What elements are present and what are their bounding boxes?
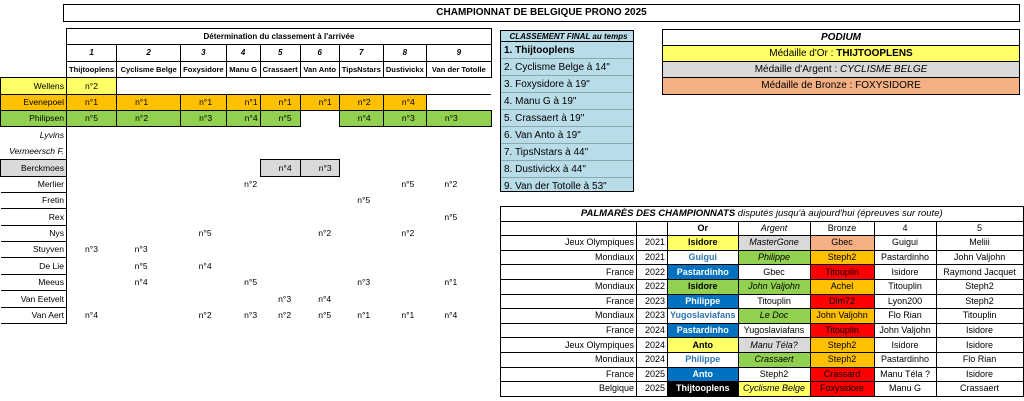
column-number: 2 [117, 45, 181, 61]
year-cell: 2021 [637, 250, 668, 265]
result-cell: MasterGone [738, 236, 810, 251]
rank-cell [300, 176, 339, 192]
rank-cell [117, 209, 181, 225]
event-cell: France [501, 294, 637, 309]
rank-cell: n°1 [300, 94, 339, 110]
column-number: 9 [426, 45, 491, 61]
final-item: 9. Van der Totolle à 53" [504, 181, 607, 192]
rank-cell [226, 291, 260, 307]
rank-cell [226, 78, 260, 94]
column-number: 4 [226, 45, 260, 61]
player-header: Cyclisme Belge [117, 61, 181, 77]
rank-cell [383, 127, 426, 143]
result-cell: Guigui [874, 236, 936, 251]
rank-cell [117, 192, 181, 208]
result-cell: Manu Téla ? [874, 367, 936, 382]
result-cell: Isidore [874, 265, 936, 280]
rider-name: Vermeersch F. [1, 143, 67, 159]
rank-cell [383, 258, 426, 274]
rank-cell: n°3 [134, 244, 148, 255]
year-cell: 2024 [637, 352, 668, 367]
result-cell: Flo Rian [874, 309, 936, 324]
rank-cell [181, 192, 227, 208]
silver-medal [663, 62, 1019, 78]
event-cell: France [501, 323, 637, 338]
result-cell: Lyon200 [874, 294, 936, 309]
rank-cell [260, 258, 300, 274]
column-number: 6 [300, 45, 339, 61]
result-cell: Titouplin [810, 323, 874, 338]
rank-cell [117, 143, 181, 159]
result-cell: Achel [810, 279, 874, 294]
year-cell: 2022 [637, 265, 668, 280]
rank-cell [300, 209, 339, 225]
result-cell: Manu Téla? [738, 338, 810, 353]
rank-cell [117, 291, 181, 307]
result-cell: Isidore [668, 236, 739, 251]
event-cell: Mondiaux [501, 352, 637, 367]
rank-cell [339, 258, 383, 274]
rank-cell: n°4 [260, 160, 300, 176]
column-number: 3 [181, 45, 227, 61]
blank-cell [1, 29, 67, 45]
rank-cell [339, 291, 383, 307]
podium-title: PODIUM [663, 30, 1019, 46]
rider-name: Meeus [1, 274, 67, 290]
silver-winner: CYCLISME BELGE [840, 64, 928, 75]
rank-cell [300, 110, 339, 126]
rank-cell [260, 78, 300, 94]
player-header: Manu G [226, 61, 260, 77]
rank-cell [426, 258, 491, 274]
rank-cell [181, 291, 227, 307]
result-cell: Manu G [874, 382, 936, 397]
rank-cell: n°1 [67, 94, 117, 110]
result-cell: Pastardinho [874, 250, 936, 265]
result-cell: Philippe [738, 250, 810, 265]
rank-cell: n°4 [444, 310, 458, 321]
final-item: 6. Van Anto à 19" [501, 127, 633, 144]
rank-cell [300, 192, 339, 208]
rank-cell [226, 143, 260, 159]
rank-cell: n°2 [117, 110, 181, 126]
gold-label: Médaille d'Or : [769, 48, 837, 59]
player-header: Crassaert [260, 61, 300, 77]
rank-cell [339, 127, 383, 143]
rank-cell: n°1 [260, 94, 300, 110]
rank-cell [339, 225, 383, 241]
rank-cell [383, 160, 426, 176]
event-cell: France [501, 265, 637, 280]
rank-cell [426, 127, 491, 143]
column-number: 7 [339, 45, 383, 61]
result-cell: Titouplin [936, 309, 1023, 324]
rank-cell: n°1 [401, 310, 415, 321]
rank-cell [67, 274, 117, 290]
rank-cell: n°5 [198, 228, 212, 239]
result-cell: Isidore [668, 279, 739, 294]
result-cell: Isidore [936, 338, 1023, 353]
silver-label: Médaille d'Argent : [754, 64, 841, 75]
rank-cell [426, 78, 491, 94]
year-cell: 2025 [637, 382, 668, 397]
rider-name: Van Eetvelt [1, 291, 67, 307]
result-cell: Raymond Jacquet [936, 265, 1023, 280]
rank-cell [426, 143, 491, 159]
palmares-header: 4 [874, 221, 936, 236]
event-cell: France [501, 367, 637, 382]
result-cell: Steph2 [936, 294, 1023, 309]
rank-cell: n°3 [300, 160, 339, 176]
rider-name: Wellens [1, 78, 67, 94]
result-cell: Dlm72 [810, 294, 874, 309]
result-cell: Titouplin [874, 279, 936, 294]
result-cell: Crassard [810, 367, 874, 382]
result-cell: John Valjohn [874, 323, 936, 338]
rank-cell [383, 143, 426, 159]
rank-cell [181, 143, 227, 159]
rider-name: De Lie [1, 258, 67, 274]
event-cell: Jeux Olympiques [501, 338, 637, 353]
result-cell: Pastardinho [668, 265, 739, 280]
rank-cell [260, 192, 300, 208]
palmares-header: Argent [738, 221, 810, 236]
rider-name: Merlier [1, 176, 67, 192]
player-header: Dustivickx [383, 61, 426, 77]
rank-cell: n°4 [85, 310, 98, 321]
rank-cell [67, 143, 117, 159]
rank-cell [339, 209, 383, 225]
rank-cell [300, 143, 339, 159]
rank-cell [426, 225, 491, 241]
rank-cell [181, 274, 227, 290]
rank-cell [67, 127, 117, 143]
rank-cell [117, 307, 181, 323]
rank-cell: n°4 [383, 94, 426, 110]
rank-cell [426, 242, 491, 258]
rider-name: Van Aert [1, 307, 67, 323]
result-cell: Le Doc [738, 309, 810, 324]
palmares-table [500, 206, 1024, 397]
event-cell: Mondiaux [501, 250, 637, 265]
result-cell: Anto [668, 338, 739, 353]
rank-cell [383, 209, 426, 225]
result-cell: Pastardinho [874, 352, 936, 367]
rank-cell [300, 78, 339, 94]
rank-cell: n°4 [226, 110, 260, 126]
rank-cell [226, 225, 260, 241]
rank-cell: n°4 [198, 260, 212, 271]
rank-cell: n°1 [117, 94, 181, 110]
result-cell: John Valjohn [936, 250, 1023, 265]
rank-cell: n°5 [401, 178, 415, 189]
rank-cell: n°3 [278, 293, 292, 304]
result-cell: Crassaert [936, 382, 1023, 397]
result-cell: Crassaert [738, 352, 810, 367]
rank-cell: n°5 [260, 110, 300, 126]
result-cell: Philippe [668, 294, 739, 309]
gold-medal [663, 46, 1019, 62]
rank-cell [226, 192, 260, 208]
rank-cell [67, 291, 117, 307]
rank-cell [181, 176, 227, 192]
rider-name: Berckmoes [1, 160, 67, 176]
result-cell: Isidore [874, 338, 936, 353]
rank-cell [226, 209, 260, 225]
rank-cell: n°5 [134, 260, 148, 271]
rank-cell: n°3 [181, 110, 227, 126]
rank-cell: n°1 [181, 94, 227, 110]
final-ranking-panel [500, 30, 634, 192]
page-title: CHAMPIONNAT DE BELGIQUE PRONO 2025 [63, 4, 1020, 22]
result-cell: Steph2 [810, 352, 874, 367]
rank-cell: n°5 [357, 195, 371, 206]
rank-cell: n°2 [244, 178, 258, 189]
rank-cell [339, 160, 383, 176]
result-cell: John Valjohn [738, 279, 810, 294]
rank-cell [300, 242, 339, 258]
rank-cell: n°3 [383, 110, 426, 126]
result-cell: Anto [668, 367, 739, 382]
rank-cell [67, 160, 117, 176]
result-cell: Isidore [936, 367, 1023, 382]
rank-cell [67, 258, 117, 274]
result-cell: Titouplin [738, 294, 810, 309]
rank-cell [260, 209, 300, 225]
rank-cell [181, 78, 227, 94]
rank-cell [117, 176, 181, 192]
year-cell: 2021 [637, 236, 668, 251]
rank-cell [181, 209, 227, 225]
year-cell: 2022 [637, 279, 668, 294]
palmares-header: Bronze [810, 221, 874, 236]
rank-cell [339, 242, 383, 258]
result-cell: Titouplin [810, 265, 874, 280]
rank-cell [181, 242, 227, 258]
result-cell: Isidore [936, 323, 1023, 338]
result-cell: Steph2 [810, 338, 874, 353]
result-cell: Steph2 [936, 279, 1023, 294]
rank-cell [300, 127, 339, 143]
rank-cell [226, 160, 260, 176]
result-cell: Steph2 [810, 250, 874, 265]
rank-cell: n°1 [357, 310, 371, 321]
ranking-table [0, 28, 492, 324]
rank-cell [339, 143, 383, 159]
ranking-header: Détermination du classement à l'arrivée [67, 29, 492, 45]
year-cell: 2023 [637, 309, 668, 324]
result-cell: Flo Rian [936, 352, 1023, 367]
rank-cell [67, 209, 117, 225]
rank-cell [67, 176, 117, 192]
rider-name: Philipsen [1, 110, 67, 126]
result-cell: Gbec [810, 236, 874, 251]
result-cell: Steph2 [738, 367, 810, 382]
rank-cell [67, 192, 117, 208]
rank-cell [383, 78, 426, 94]
bronze-medal: Médaille de Bronze : FOXYSIDORE [663, 78, 1019, 94]
rank-cell: n°2 [318, 228, 332, 239]
rank-cell: n°5 [67, 110, 117, 126]
rank-cell [117, 78, 181, 94]
rank-cell: n°5 [244, 277, 258, 288]
rank-cell: n°3 [426, 110, 491, 126]
rank-cell [383, 291, 426, 307]
blank-cell [1, 61, 67, 77]
rank-cell [260, 143, 300, 159]
final-item: 3. Foxysidore à 19" [501, 76, 633, 93]
podium-panel [662, 29, 1020, 95]
rider-name: Fretin [1, 192, 67, 208]
rank-cell [426, 160, 491, 176]
rank-cell [300, 258, 339, 274]
column-number: 5 [260, 45, 300, 61]
rank-cell: n°2 [339, 94, 383, 110]
rank-cell: n°2 [198, 310, 212, 321]
rider-name: Rex [1, 209, 67, 225]
column-number: 1 [67, 45, 117, 61]
rank-cell [260, 274, 300, 290]
rank-cell: n°4 [318, 293, 332, 304]
rank-cell [383, 242, 426, 258]
final-item: 7. TipsNstars à 44" [501, 144, 633, 161]
event-cell: Belgique [501, 382, 637, 397]
blank-cell [1, 45, 67, 61]
column-number: 8 [383, 45, 426, 61]
palmares-title: PALMARÈS DES CHAMPIONNATS [580, 208, 736, 220]
palmares-header: Or [668, 221, 739, 236]
final-ranking-title: CLASSEMENT FINAL au temps [501, 31, 633, 42]
player-header: Foxysidore [181, 61, 227, 77]
rank-cell [426, 291, 491, 307]
rank-cell [339, 78, 383, 94]
palmares-title-cell [501, 207, 1024, 222]
final-item: 2. Cyclisme Belge à 14" [501, 59, 633, 76]
result-cell: Yugoslaviafans [738, 323, 810, 338]
rank-cell [117, 127, 181, 143]
rank-cell: n°5 [318, 310, 332, 321]
result-cell: Foxysidore [810, 382, 874, 397]
rank-cell: n°1 [226, 94, 260, 110]
player-header: Thijtooplens [67, 61, 117, 77]
year-cell: 2023 [637, 294, 668, 309]
rank-cell [117, 160, 181, 176]
rank-cell [426, 94, 491, 110]
result-cell: Gbec [738, 265, 810, 280]
rank-cell: n°5 [444, 211, 458, 222]
result-cell: Guigui [668, 250, 739, 265]
rank-cell [260, 176, 300, 192]
final-item: 4. Manu G à 19" [501, 93, 633, 110]
rank-cell [383, 274, 426, 290]
result-cell: Pastardinho [668, 323, 739, 338]
rank-cell [339, 176, 383, 192]
final-item: 8. Dustivickx à 44" [501, 161, 633, 178]
rider-name: Evenepoel [1, 94, 67, 110]
palmares-header [501, 221, 637, 236]
palmares-subtitle: disputés jusqu'à aujourd'hui (épreuves sur route) [735, 208, 943, 220]
rank-cell: n°4 [134, 277, 148, 288]
player-header: TipsNstars [339, 61, 383, 77]
rider-name: Nys [1, 225, 67, 241]
rank-cell [226, 242, 260, 258]
rank-cell [260, 127, 300, 143]
rank-cell [226, 127, 260, 143]
rank-cell [383, 192, 426, 208]
rank-cell [117, 225, 181, 241]
gold-winner: THIJTOOPLENS [836, 48, 913, 59]
final-item: 1. Thijtooplens [501, 42, 633, 59]
rank-cell [67, 225, 117, 241]
rank-cell: n°3 [85, 244, 98, 255]
result-cell: Thijtooplens [668, 382, 739, 397]
rank-cell: n°2 [67, 78, 117, 94]
rank-cell: n°2 [444, 178, 458, 189]
result-cell: Yugoslaviafans [668, 309, 739, 324]
final-item: 5. Crassaert à 19" [501, 110, 633, 127]
rank-cell [260, 225, 300, 241]
event-cell: Jeux Olympiques [501, 236, 637, 251]
rank-cell [181, 127, 227, 143]
result-cell: Meliii [936, 236, 1023, 251]
rank-cell: n°2 [401, 228, 415, 239]
palmares-header [637, 221, 668, 236]
event-cell: Mondiaux [501, 279, 637, 294]
event-cell: Mondiaux [501, 309, 637, 324]
result-cell: Cyclisme Belge [738, 382, 810, 397]
result-cell: Philippe [668, 352, 739, 367]
rank-cell [181, 160, 227, 176]
rank-cell: n°1 [444, 277, 458, 288]
year-cell: 2025 [637, 367, 668, 382]
player-header: Van Anto [300, 61, 339, 77]
rank-cell [260, 242, 300, 258]
rank-cell [226, 258, 260, 274]
palmares-header: 5 [936, 221, 1023, 236]
rider-name: Stuyven [1, 242, 67, 258]
rank-cell: n°4 [339, 110, 383, 126]
year-cell: 2024 [637, 323, 668, 338]
rank-cell: n°2 [278, 310, 292, 321]
player-header: Van der Totolle [426, 61, 491, 77]
rank-cell: n°3 [357, 277, 371, 288]
rank-cell [300, 274, 339, 290]
rank-cell: n°3 [244, 310, 258, 321]
result-cell: John Valjohn [810, 309, 874, 324]
rider-name: Lyvins [1, 127, 67, 143]
year-cell: 2024 [637, 338, 668, 353]
rank-cell [426, 192, 491, 208]
